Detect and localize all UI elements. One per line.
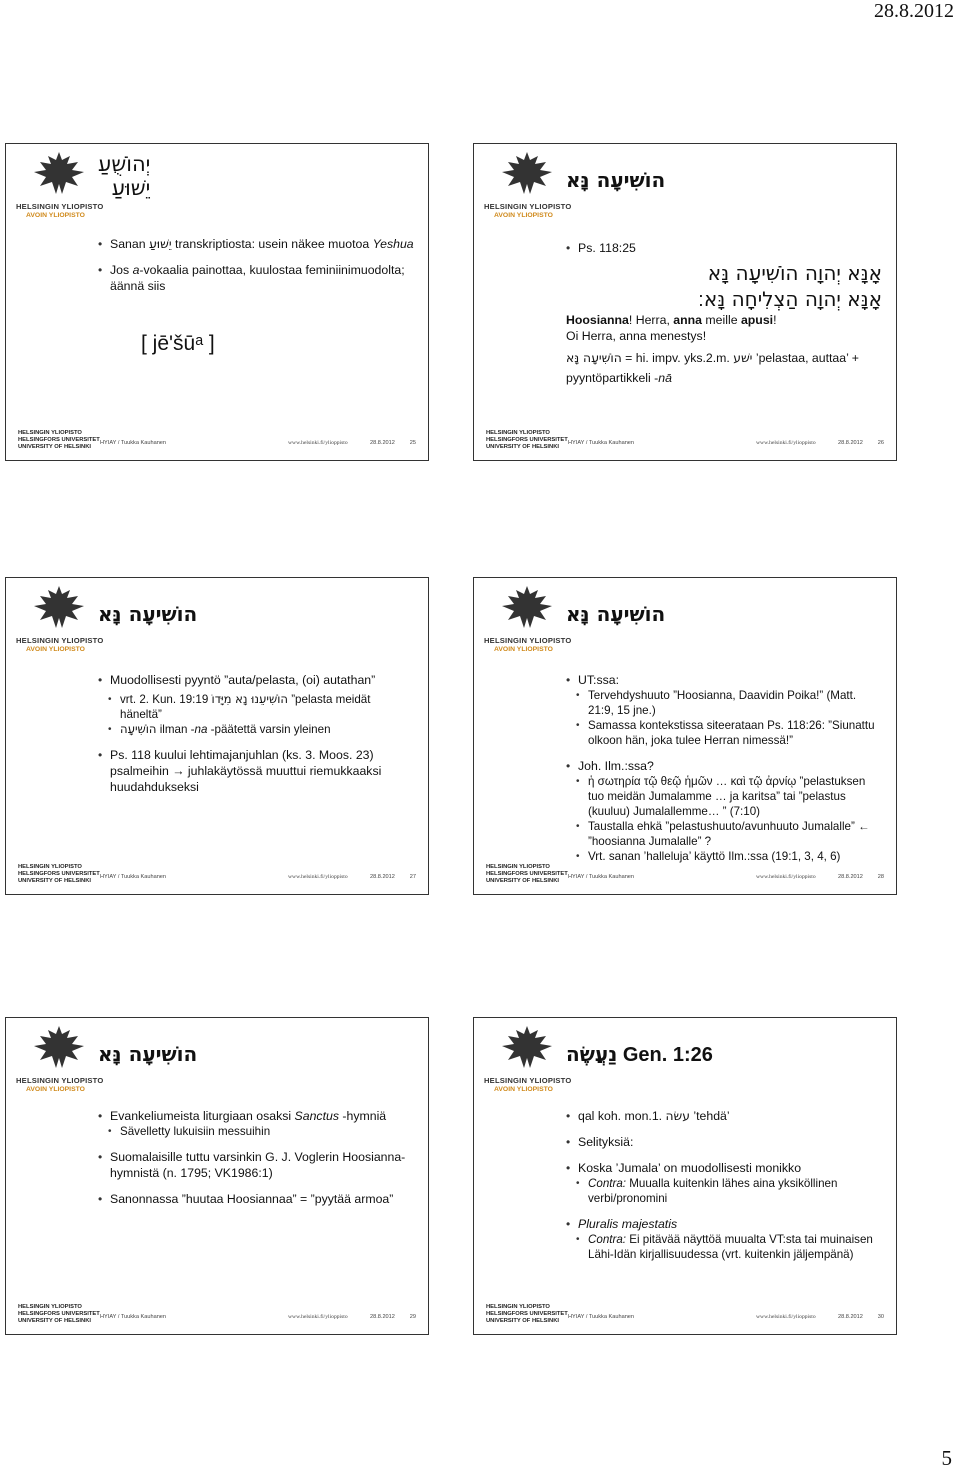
slide-number: 27 [409,874,416,880]
sub-bullet: • vrt. 2. Kun. 19:19 הוֹשִׁיעֵנוּ נָא מִיָּדוֹ ”pelasta meidät häneltä” [98,692,414,722]
slide-title: הוֹשִׁיעָה נָּא [98,1042,198,1066]
slide-body [566,672,882,864]
slide-title: הוֹשִׁיעָה נָּא [566,168,666,192]
slide-footer: HELSINGIN YLIOPISTO HELSINGFORS UNIVERSITET UNIVERSITY OF HELSINKI HYIAY / Tuukka Kauhanen www.helsinki.fi/ylioppisto 28.8.2012 25 [18,430,416,450]
slide-body [566,1108,882,1262]
university-logo: HELSINGIN YLIOPISTO AVOIN YLIOPISTO [484,150,566,230]
university-logo: HELSINGIN YLIOPISTO AVOIN YLIOPISTO [484,584,566,664]
bullet: • Joh. Ilm.:ssa? [566,758,882,774]
sub-bullet: • Sävelletty lukuisiin messuihin [98,1124,414,1139]
slide-body: • Ps. 118:25 אָנָּא יְהוָה הוֹשִׁיעָה נָּא אָנָּא יְהוָה הַצְלִיחָה נָּא׃ Hoosianna! Herra, anna meille apusi! Oi Herra, anna menestys! הוֹשִׁיעָה נָּא = hi. impv. yks.2.m. ישׁע ’pelastaa, auttaa’ + pyyntöpartikkeli -nā [566,240,882,386]
sub-bullet: • ἡ σωτηρία τῷ θεῷ ἡμῶν … καὶ τῷ ἀρνίῳ ”pelastuksen tuo meidän Jumalamme … ja karitsa” tai ”pelastus (kuuluu) Jumalallemme… ” (7:10) [566,774,882,819]
helsinki-dome-logo-icon [500,584,554,634]
university-logo: HELSINGIN YLIOPISTO AVOIN YLIOPISTO [484,1024,566,1104]
slide-body [98,236,414,294]
helsinki-dome-logo-icon [500,150,554,200]
slide-title: הוֹשִׁיעָה נָּא [566,602,666,626]
hebrew-verse: אָנָּא יְהוָה הוֹשִׁיעָה נָּא אָנָּא יְהוָה הַצְלִיחָה נָּא׃ [697,261,882,311]
slide-title: נַעֲשֶׂה Gen. 1:26 [566,1042,713,1066]
university-logo: HELSINGIN YLIOPISTO AVOIN YLIOPISTO [16,1024,98,1104]
slide-number: 26 [877,440,884,446]
bullet: • qal koh. mon.1. עשׂה ’tehdä’ [566,1108,882,1124]
slide-number: 28 [877,874,884,880]
slide-footer: HELSINGIN YLIOPISTO HELSINGFORS UNIVERSITET UNIVERSITY OF HELSINKI HYIAY / Tuukka Kauhanen www.helsinki.fi/ylioppisto 28.8.2012 26 [486,430,884,450]
slide-footer: HELSINGIN YLIOPISTO HELSINGFORS UNIVERSITET UNIVERSITY OF HELSINKI HYIAY / Tuukka Kauhanen www.helsinki.fi/ylioppisto 28.8.2012 27 [18,864,416,884]
slide-title: יְהוֹשֻׁעַ יֵשׁוּעַ [98,152,151,200]
slide-27 [5,577,429,895]
sub-bullet: • Taustalla ehkä ”pelastushuuto/avunhuuto Jumalalle” ← ”hoosianna Jumalalle” ? [566,819,882,849]
sub-bullet: • הוֹשִׁיעָה ilman -na -päätettä varsin yleinen [98,722,414,737]
slide-footer: HELSINGIN YLIOPISTO HELSINGFORS UNIVERSITET UNIVERSITY OF HELSINKI HYIAY / Tuukka Kauhanen www.helsinki.fi/ylioppisto 28.8.2012 29 [18,1304,416,1324]
university-logo: HELSINGIN YLIOPISTO AVOIN YLIOPISTO [16,150,98,230]
bullet: • Koska ’Jumala’ on muodollisesti monikko [566,1160,882,1176]
slide-30 [473,1017,897,1335]
bullet: • UT:ssa: [566,672,882,688]
sub-bullet: • Contra: Ei pitävää näyttöä muualta VT:sta tai muinaisen Lähi-Idän kirjallisuudessa (vrt. kuitenkin jäljempänä) [566,1232,882,1262]
bullet: • Ps. 118:25 [566,240,882,256]
sub-bullet: • Tervehdyshuuto ”Hoosianna, Daavidin Poika!” (Matt. 21:9, 15 jne.) [566,688,882,718]
sub-bullet: • Vrt. sanan ’halleluja’ käyttö Ilm.:ssa (19:1, 3, 4, 6) [566,849,882,864]
page-number: 5 [941,1446,952,1470]
bullet: • Muodollisesti pyyntö ”auta/pelasta, (oi) autathan” [98,672,414,688]
bullet: • Pluralis majestatis [566,1216,882,1232]
bullet: • Suomalaisille tuttu varsinkin G. J. Voglerin Hoosianna-hymnistä (n. 1795; VK1986:1) [98,1149,414,1181]
phonetic-transcription: [ jē'šūᵃ ] [141,332,215,355]
helsinki-dome-logo-icon [500,1024,554,1074]
slide-25 [5,143,429,461]
slide-body [98,1108,414,1207]
helsinki-dome-logo-icon [32,150,86,200]
slide-title: הוֹשִׁיעָה נָּא [98,602,198,626]
bullet: • Ps. 118 kuului lehtimajanjuhlan (ks. 3. Moos. 23) psalmeihin → juhlakäytössä muuttui riemukkaaksi huudahdukseksi [98,747,414,795]
bullet: • Jos a-vokaalia painottaa, kuulostaa feminiinimuodolta; äännä siis [98,262,414,294]
slide-number: 30 [877,1314,884,1320]
sub-bullet: • Samassa kontekstissa siteerataan Ps. 118:26: ”Siunattu olkoon hän, joka tulee Herran nimessä!” [566,718,882,748]
sub-bullet: • Contra: Muualla kuitenkin lähes aina yksiköllinen verbi/pronomini [566,1176,882,1206]
bullet: • Selityksiä: [566,1134,882,1150]
slide-number: 25 [409,440,416,446]
slide-body [98,672,414,795]
bullet: • Sanonnassa ”huutaa Hoosiannaa” = ”pyytää armoa” [98,1191,414,1207]
helsinki-dome-logo-icon [32,1024,86,1074]
slide-footer: HELSINGIN YLIOPISTO HELSINGFORS UNIVERSITET UNIVERSITY OF HELSINKI HYIAY / Tuukka Kauhanen www.helsinki.fi/ylioppisto 28.8.2012 28 [486,864,884,884]
slide-26 [473,143,897,461]
slide-footer: HELSINGIN YLIOPISTO HELSINGFORS UNIVERSITET UNIVERSITY OF HELSINKI HYIAY / Tuukka Kauhanen www.helsinki.fi/ylioppisto 28.8.2012 30 [486,1304,884,1324]
bullet: • Sanan יֵשׁוּעַ transkriptiosta: usein näkee muotoa Yeshua [98,236,414,252]
bullet: • Evankeliumeista liturgiaan osaksi Sanctus -hymniä [98,1108,414,1124]
university-logo: HELSINGIN YLIOPISTO AVOIN YLIOPISTO [16,584,98,664]
helsinki-dome-logo-icon [32,584,86,634]
slide-29 [5,1017,429,1335]
page-date: 28.8.2012 [874,0,954,22]
slide-number: 29 [409,1314,416,1320]
slide-28 [473,577,897,895]
